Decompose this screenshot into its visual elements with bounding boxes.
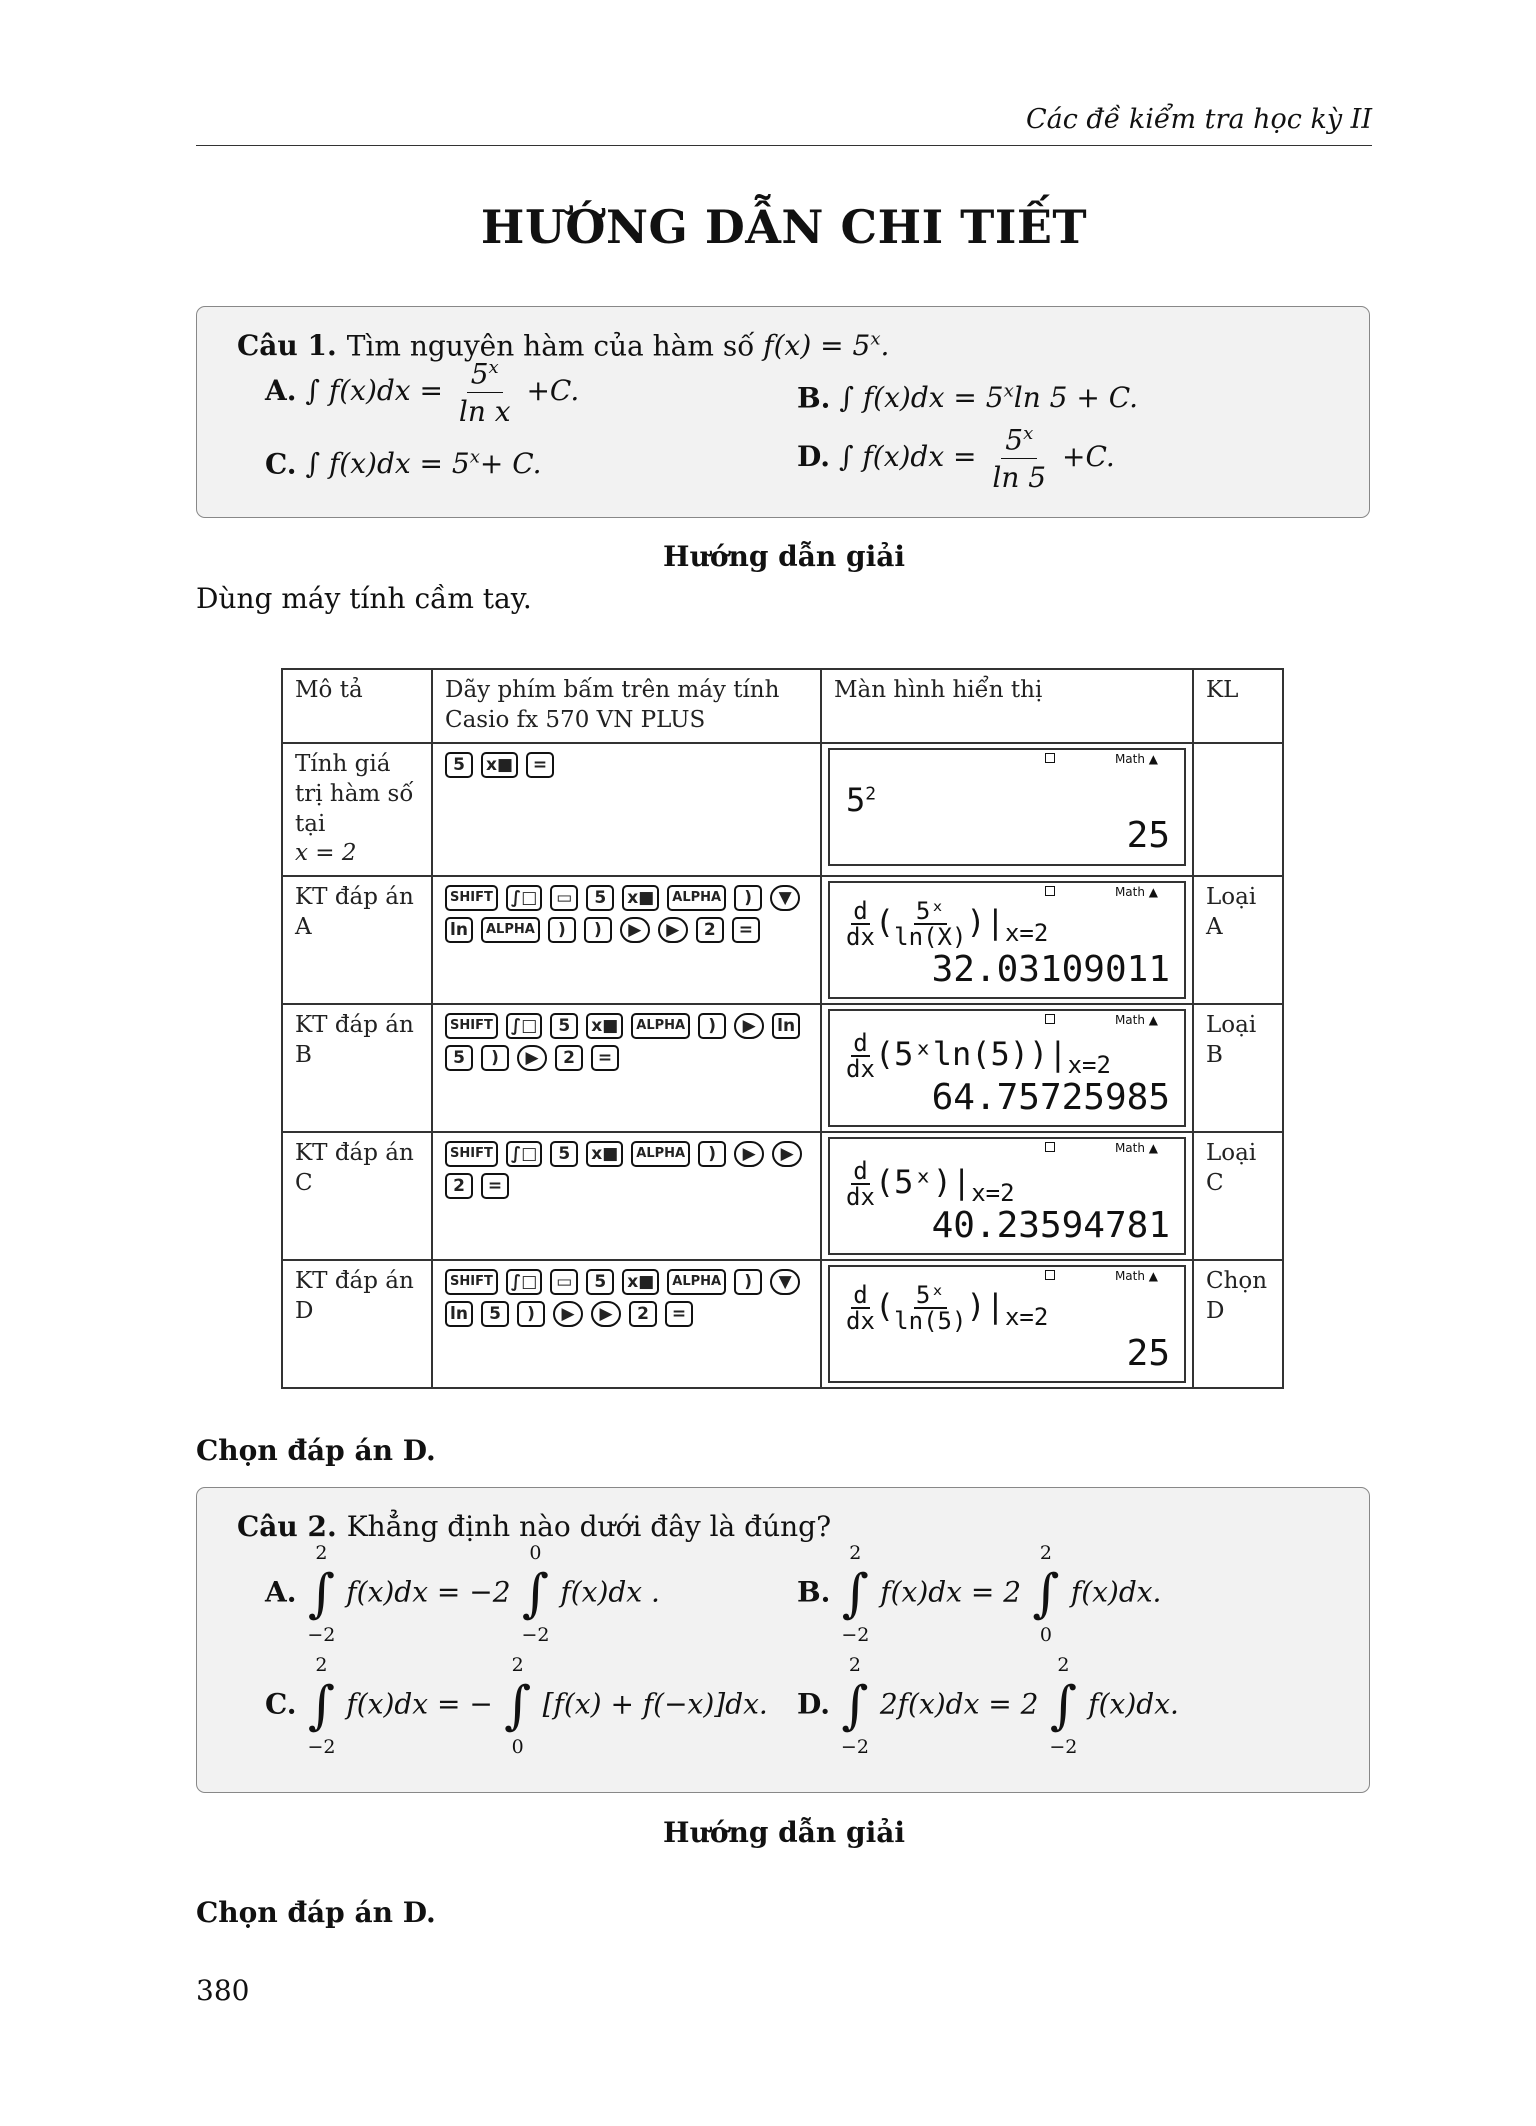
calculator-key: ) [734, 1269, 762, 1295]
calculator-key: 5 [481, 1301, 509, 1327]
calculator-key: ▼ [770, 1269, 800, 1295]
page-number: 380 [196, 1974, 250, 2007]
calculator-key: x■ [586, 1141, 623, 1167]
calculator-key: ) [548, 917, 576, 943]
calculator-key: ▶ [734, 1013, 764, 1039]
header-screen: Màn hình hiển thị [821, 669, 1193, 743]
row-keys [432, 743, 821, 877]
calculator-screen: Math ▲ $\frac{d}{dx}$ ( $\frac{\text{5ˣ}}{\ln(X)}$ )$|_{x=2}$ 32.03109011 [828, 881, 1186, 999]
row-keys [432, 1004, 821, 1132]
header-desc: Mô tả [282, 669, 432, 743]
q1-option-b[interactable]: B. ∫ $f(x)dx = 5^x\ln$ 5 + C. [797, 381, 1139, 415]
row-desc: KT đáp án D [282, 1260, 432, 1388]
calculator-key: x■ [586, 1013, 623, 1039]
key-equals: = [526, 752, 554, 778]
q1-solution-intro: Dùng máy tính cầm tay. [196, 582, 532, 615]
screen-result: 25 [1126, 814, 1170, 856]
calculator-key: ln [445, 1301, 473, 1327]
q2-option-a[interactable]: A. 2 ∫ −2 f(x)dx = −2 0 ∫ −2 f(x)dx . [265, 1542, 660, 1646]
calculator-key: ∫□ [506, 885, 542, 911]
row-desc: Tính giá trị hàm số tại x = 2 [282, 743, 432, 877]
row-screen [821, 743, 1193, 877]
calculator-key: ▶ [734, 1141, 764, 1167]
calculator-screen: Math ▲ $5^2$ 25 [828, 748, 1186, 866]
screen-result: 64.75725985 [931, 1076, 1170, 1118]
calculator-key: x■ [622, 885, 659, 911]
q1-option-c[interactable]: C. ∫ $f(x)dx = 5^x+ C$. [265, 447, 542, 481]
calculator-key: SHIFT [445, 1269, 498, 1295]
question-2-label: Câu 2. [237, 1510, 337, 1543]
calculator-key: ∫□ [506, 1013, 542, 1039]
row-screen [821, 876, 1193, 1004]
calculator-key: ) [698, 1013, 726, 1039]
question-1-box [196, 306, 1370, 518]
calculator-key: ) [584, 917, 612, 943]
row-screen [821, 1004, 1193, 1132]
calculator-key: 5 [586, 1269, 614, 1295]
q2-solution-heading: Hướng dẫn giải [663, 1816, 905, 1849]
calculator-key: ALPHA [667, 885, 726, 911]
calculator-key: 5 [445, 1045, 473, 1071]
calculator-key: 5 [550, 1013, 578, 1039]
table-row [282, 1132, 1283, 1260]
calculator-key: ) [517, 1301, 545, 1327]
calculator-key: 2 [696, 917, 724, 943]
q1-solution-heading: Hướng dẫn giải [663, 540, 905, 573]
screen-result: 40.23594781 [931, 1204, 1170, 1246]
calculator-key: ▶ [517, 1045, 547, 1071]
calculator-key: ▼ [770, 885, 800, 911]
table-row [282, 876, 1283, 1004]
row-desc: KT đáp án C [282, 1132, 432, 1260]
q1-answer: Chọn đáp án D. [196, 1434, 436, 1467]
row-keys [432, 1260, 821, 1388]
calculator-key: x■ [622, 1269, 659, 1295]
row-desc: KT đáp án A [282, 876, 432, 1004]
table-row [282, 1260, 1283, 1388]
calculator-screen: Math ▲ $\frac{d}{dx}$ $(5ˣ)|_{x=2}$ 40.23594781 [828, 1137, 1186, 1255]
question-2-stem: Câu 2. Khẳng định nào dưới đây là đúng? [237, 1510, 832, 1543]
header-verdict: KL [1193, 669, 1283, 743]
q2-option-c[interactable]: C. 2 ∫ −2 f(x)dx = − 2 ∫ 0 [f(x) + f(−x)]dx. [265, 1654, 768, 1758]
calculator-screen: Math ▲ $\frac{d}{dx}$ $(5ˣ\ln(5))|_{x=2}$ 64.75725985 [828, 1009, 1186, 1127]
q2-answer: Chọn đáp án D. [196, 1896, 436, 1929]
calculator-key: SHIFT [445, 885, 498, 911]
calculator-key: ) [734, 885, 762, 911]
calculator-key: 5 [550, 1141, 578, 1167]
row-keys [432, 876, 821, 1004]
row-keys [432, 1132, 821, 1260]
q1-option-a[interactable]: A. ∫ f(x)dx = $\frac{5^x}{\text{ln x}}$ +C. [265, 357, 580, 429]
row-verdict: Chọn D [1193, 1260, 1283, 1388]
row-verdict: Loại C [1193, 1132, 1283, 1260]
calculator-key: 2 [445, 1173, 473, 1199]
q2-option-d[interactable]: D. 2 ∫ −2 2f(x)dx = 2 2 ∫ −2 f(x)dx. [797, 1654, 1179, 1758]
calculator-key: SHIFT [445, 1141, 498, 1167]
key-sequence [445, 1267, 808, 1327]
question-1-function: $f(x) = 5^x$. [763, 329, 890, 363]
calculator-key: ▶ [620, 917, 650, 943]
calculator-key: ▶ [553, 1301, 583, 1327]
question-1-label: Câu 1. [237, 329, 337, 363]
calculator-table [281, 668, 1284, 1389]
calculator-key: = [732, 917, 760, 943]
calculator-key: ALPHA [631, 1141, 690, 1167]
calculator-key: ) [481, 1045, 509, 1071]
calculator-key: ▶ [658, 917, 688, 943]
calculator-key: ▶ [772, 1141, 802, 1167]
key-5: 5 [445, 752, 473, 778]
calculator-key: ALPHA [631, 1013, 690, 1039]
screen-result: 25 [1126, 1332, 1170, 1374]
calculator-key: = [481, 1173, 509, 1199]
calculator-key: ALPHA [481, 917, 540, 943]
calculator-key: ∫□ [506, 1269, 542, 1295]
header-keys: Dãy phím bấm trên máy tính Casio fx 570 VN PLUS [432, 669, 821, 743]
calculator-key: ALPHA [667, 1269, 726, 1295]
row-verdict: Loại A [1193, 876, 1283, 1004]
q2-option-b[interactable]: B. 2 ∫ −2 f(x)dx = 2 2 ∫ 0 f(x)dx. [797, 1542, 1162, 1646]
calculator-key: 2 [555, 1045, 583, 1071]
calculator-screen: Math ▲ $\frac{d}{dx}$ ( $\frac{\text{5ˣ}}{\ln(5)}$ )$|_{x=2}$ 25 [828, 1265, 1186, 1383]
key-sequence [445, 883, 808, 943]
calculator-key: ) [698, 1141, 726, 1167]
row-desc: KT đáp án B [282, 1004, 432, 1132]
row-verdict: Loại B [1193, 1004, 1283, 1132]
calculator-key: 2 [629, 1301, 657, 1327]
question-1-stem: Câu 1. Tìm nguyên hàm của hàm số $f(x) = 5^x$. [237, 329, 890, 363]
calculator-key: SHIFT [445, 1013, 498, 1039]
question-2-box [196, 1487, 1370, 1793]
calculator-key: ∫□ [506, 1141, 542, 1167]
screen-result: 32.03109011 [931, 948, 1170, 990]
row-verdict [1193, 743, 1283, 877]
calculator-key: = [665, 1301, 693, 1327]
calculator-key: ▭ [550, 885, 578, 911]
calculator-key: = [591, 1045, 619, 1071]
calculator-key: ln [445, 917, 473, 943]
calculator-key: ▭ [550, 1269, 578, 1295]
page-title: HƯỚNG DẪN CHI TIẾT [480, 200, 1088, 254]
calculator-key: ln [772, 1013, 800, 1039]
key-sequence [445, 1011, 808, 1071]
table-row [282, 743, 1283, 877]
row-screen [821, 1132, 1193, 1260]
q1-option-d[interactable]: D. ∫ f(x)dx = $\frac{5^x}{\ln 5}$ +C. [797, 423, 1115, 495]
table-row [282, 1004, 1283, 1132]
table-header-row [282, 669, 1283, 743]
running-header: Các đề kiểm tra học kỳ II [1025, 104, 1372, 135]
calculator-key: 5 [586, 885, 614, 911]
key-sequence [445, 1139, 808, 1199]
row-screen [821, 1260, 1193, 1388]
calculator-key: ▶ [591, 1301, 621, 1327]
key-x-square: x■ [481, 752, 518, 778]
header-rule [196, 145, 1372, 146]
